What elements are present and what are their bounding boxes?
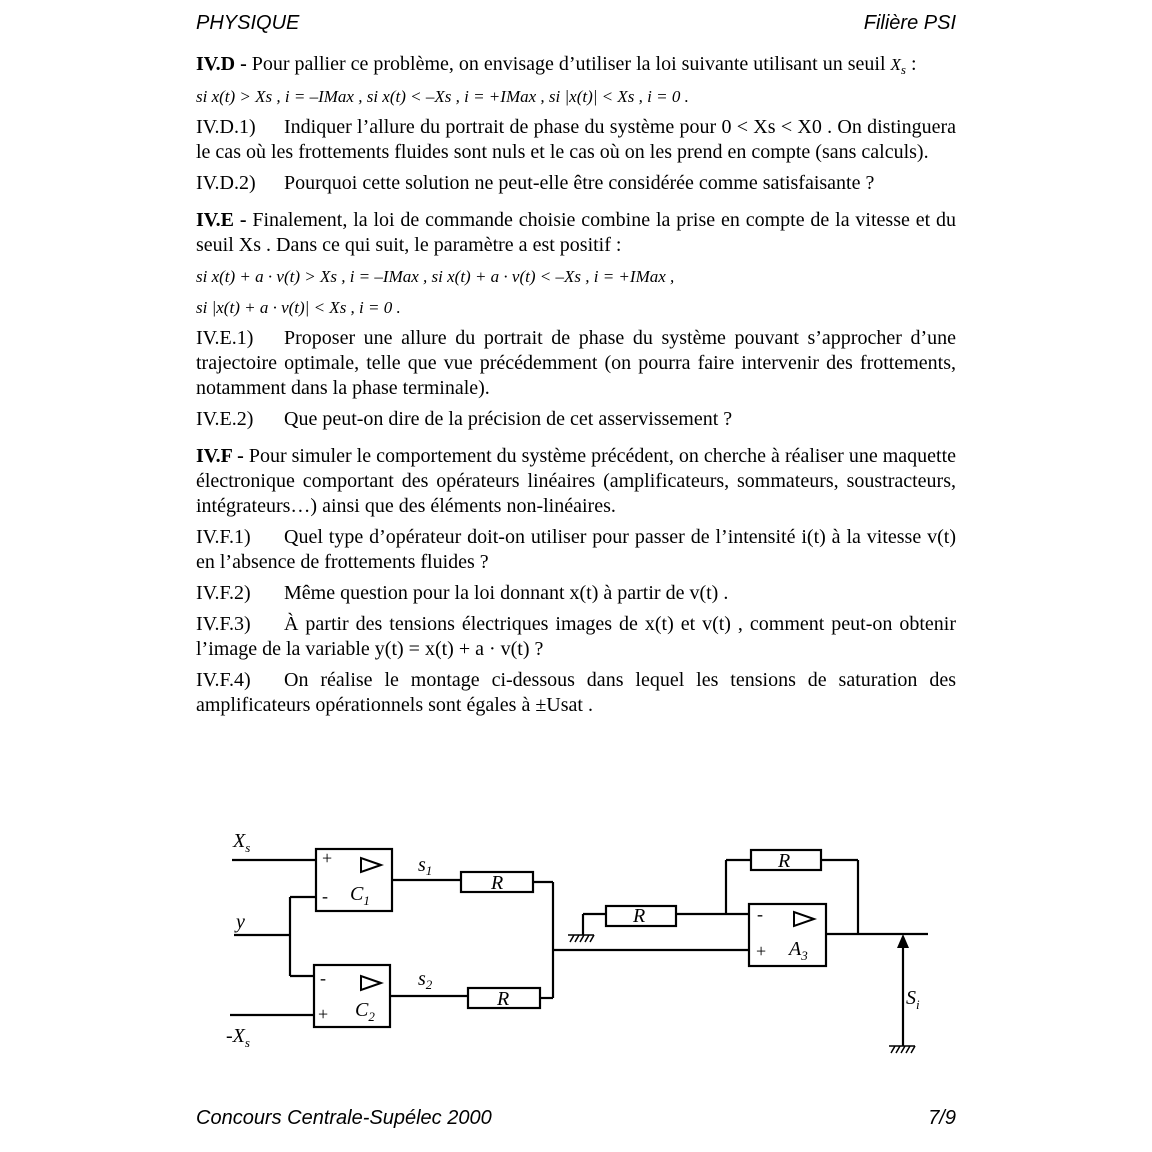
c1-minus: - xyxy=(322,886,328,906)
label-r1: R xyxy=(491,872,504,894)
label-s2: $s_2$ xyxy=(418,968,433,992)
section-ive-law2: si |x(t) + a · v(t)| < Xs , i = 0 . xyxy=(196,298,401,317)
question-ivf3: IV.F.3) À partir des tensions électriques images de x(t) et v(t) , comment peut-on obtenir l’image de la variable y(t) = x(t) + a · v(t) ? xyxy=(196,613,956,660)
question-ive2: IV.E.2) Que peut-on dire de la précision de cet asservissement ? xyxy=(196,408,733,430)
footer-right: 7/9 xyxy=(928,1107,956,1129)
label-c2: $C_2$ xyxy=(355,999,375,1024)
question-ivf2: IV.F.2) Même question pour la loi donnant x(t) à partir de v(t) . xyxy=(196,582,729,604)
question-ivf4: IV.F.4) On réalise le montage ci-dessous dans lequel les tensions de saturation des amplificateurs opérationnels sont égales à ±Usat . xyxy=(196,669,956,716)
label-rf: R xyxy=(778,850,791,872)
label-y: y xyxy=(236,911,245,933)
section-ive-intro: IV.E - Finalement, la loi de commande choisie combine la prise en compte de la vitesse et du seuil Xs . Dans ce qui suit, le paramètre a est positif : xyxy=(196,209,956,256)
c1-plus: + xyxy=(322,848,333,868)
label-minus-xs: $-X_s$ xyxy=(226,1025,250,1050)
ground-icon xyxy=(568,935,594,942)
label-si: $S_i$ xyxy=(906,987,920,1012)
question-ivd1: IV.D.1) Indiquer l’allure du portrait de phase du système pour 0 < Xs < X0 . On distinguera le cas où les frottements fluides sont nuls et le cas où on les prend en compte (sans calculs). xyxy=(196,116,956,163)
question-ive1: IV.E.1) Proposer une allure du portrait de phase du système pouvant s’approcher d’une trajectoire optimale, telle que vue précédemment (on pourra faire intervenir des frottements, notamment dans la phase terminale). xyxy=(196,327,956,399)
c2-plus: + xyxy=(318,1004,329,1024)
footer-left: Concours Centrale-Supélec 2000 xyxy=(196,1107,492,1129)
header-left: PHYSIQUE xyxy=(196,12,300,34)
a3-plus: + xyxy=(756,941,767,961)
ground-icon xyxy=(889,1046,915,1053)
section-ivd-law: si x(t) > Xs , i = –IMax , si x(t) < –Xs , i = +IMax , si |x(t)| < Xs , i = 0 . xyxy=(196,87,689,106)
label-c1: $C_1$ xyxy=(350,883,370,908)
a3-minus: - xyxy=(757,904,763,924)
label-r3: R xyxy=(633,905,646,927)
section-ivd-intro: IV.D - Pour pallier ce problème, on envisage d’utiliser la loi suivante utilisant un seuil $X_s$ : xyxy=(196,53,917,77)
label-r2: R xyxy=(497,988,510,1010)
c2-minus: - xyxy=(320,968,326,988)
section-ive-law1: si x(t) + a · v(t) > Xs , i = –IMax , si x(t) + a · v(t) < –Xs , i = +IMax , xyxy=(196,267,675,286)
c2-triangle-icon xyxy=(361,976,381,990)
si-arrow-icon xyxy=(897,934,909,948)
label-xs: $X_s$ xyxy=(233,830,251,855)
question-ivf1: IV.F.1) Quel type d’opérateur doit-on utiliser pour passer de l’intensité i(t) à la vitesse v(t) en l’absence de frottements fluides ? xyxy=(196,526,956,573)
a3-triangle-icon xyxy=(794,912,814,926)
section-ivf-intro: IV.F - Pour simuler le comportement du système précédent, on cherche à réaliser une maquette électronique comportant des opérateurs linéaires (amplificateurs, sommateurs, soustracteurs, intégrateurs…) ainsi que des éléments non-linéaires. xyxy=(196,445,957,517)
header-right: Filière PSI xyxy=(863,12,956,34)
label-s1: $s_1$ xyxy=(418,854,433,878)
question-ivd2: IV.D.2) Pourquoi cette solution ne peut-elle être considérée comme satisfaisante ? xyxy=(196,172,875,194)
c1-triangle-icon xyxy=(361,858,381,872)
label-a3: $A_3$ xyxy=(789,938,808,963)
